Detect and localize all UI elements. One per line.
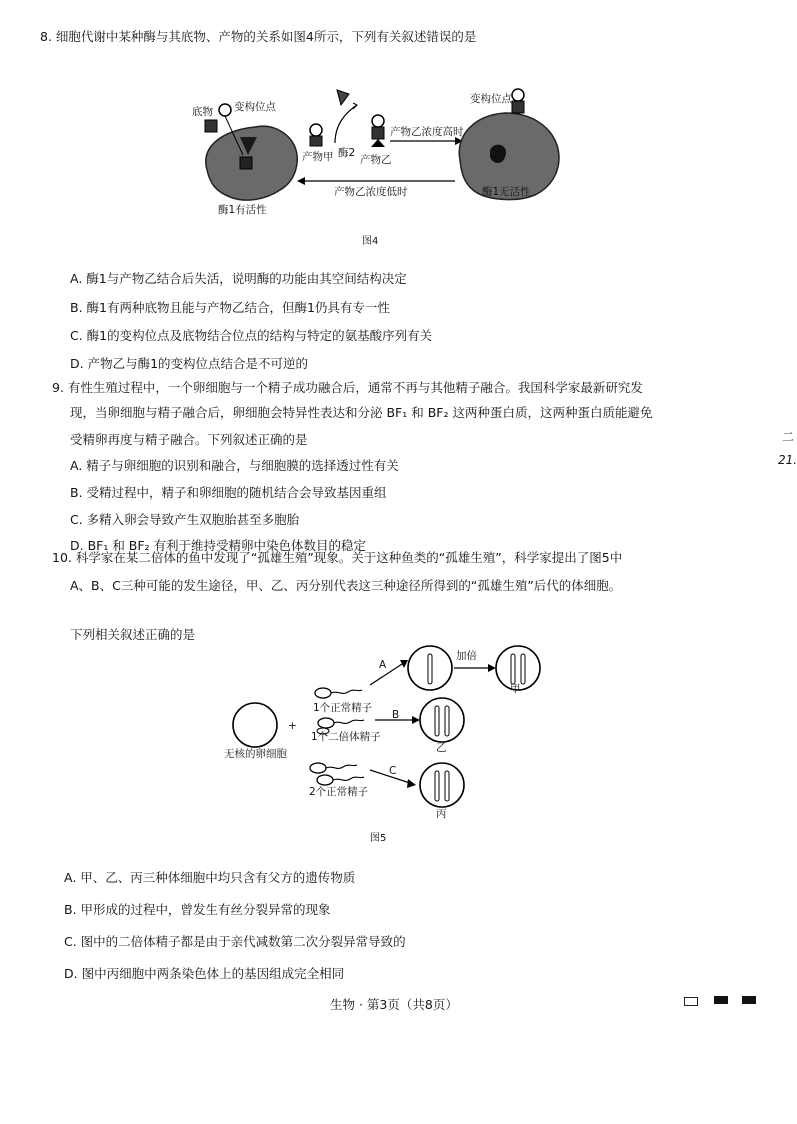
q10-option-c: C. 图中的二倍体精子都是由于亲代减数第二次分裂异常导致的 <box>64 934 406 949</box>
label-route-a: A <box>379 659 387 671</box>
label-cell-jia: 甲 <box>510 683 521 695</box>
q10-option-d: D. 图中丙细胞中两条染色体上的基因组成完全相同 <box>64 966 345 981</box>
enucleated-egg <box>233 703 277 747</box>
margin-number: 21. <box>778 453 797 467</box>
label-sperm-2: 1个二倍体精子 <box>311 731 381 743</box>
bound-substrate <box>240 157 252 169</box>
sperm-c-1 <box>310 763 326 773</box>
page-footer: 生物 · 第3页（共8页） <box>330 997 458 1012</box>
q10-option-b: B. 甲形成的过程中，曾发生有丝分裂异常的现象 <box>64 902 331 917</box>
q10-stem-line-1: 10. 科学家在某二倍体的鱼中发现了“孤雄生殖”现象。关于这种鱼类的“孤雄生殖”，科学家提出了图5中 <box>52 550 623 565</box>
label-high-concentration: 产物乙浓度高时 <box>390 126 464 138</box>
product-b-circle <box>372 115 384 127</box>
q10-stem-line-2: A、B、C三种可能的发生途径，甲、乙、丙分别代表这三种途径所得到的“孤雄生殖”后代的体细胞。 <box>70 578 622 593</box>
label-enzyme-1-inactive: 酶1无活性 <box>482 186 531 198</box>
q9-option-d: D. BF₁ 和 BF₂ 有利于维持受精卵中染色体数目的稳定 <box>70 538 367 553</box>
q9-option-c: C. 多精入卵会导致产生双胞胎甚至多胞胎 <box>70 512 300 527</box>
product-a-square <box>310 136 322 146</box>
figure-5-caption: 图5 <box>370 833 387 844</box>
question-8-stem: 8. 细胞代谢中某种酶与其底物、产物的关系如图4所示，下列有关叙述错误的是 <box>40 29 477 44</box>
q9-option-b: B. 受精过程中，精子和卵细胞的随机结合会导致基因重组 <box>70 485 387 500</box>
q10-option-a: A. 甲、乙、丙三种体细胞中均只含有父方的遗传物质 <box>64 870 356 885</box>
label-route-c: C <box>389 765 397 777</box>
product-a-circle <box>310 124 322 136</box>
q8-option-b: B. 酶1有两种底物且能与产物乙结合，但酶1仍具有专一性 <box>70 300 390 315</box>
margin-char: 二 <box>782 430 795 444</box>
q9-stem-line-3: 受精卵再度与精子融合。下列叙述正确的是 <box>70 432 308 447</box>
label-allosteric-site-left: 变构位点 <box>234 101 276 113</box>
label-allosteric-site-right: 变构位点 <box>470 93 512 105</box>
substrate-square <box>205 120 217 132</box>
label-substrate: 底物 <box>192 106 213 118</box>
q8-option-c: C. 酶1的变构位点及底物结合位点的结构与特定的氨基酸序列有关 <box>70 328 433 343</box>
label-cell-yi: 乙 <box>436 742 447 754</box>
label-enzyme-2: 酶2 <box>338 147 356 159</box>
q9-stem-line-1: 9. 有性生殖过程中，一个卵细胞与一个精子成功融合后，通常不再与其他精子融合。我国科学家最新研究发 <box>52 380 643 395</box>
product-b-square <box>372 127 384 139</box>
scan-mark-2 <box>714 996 728 1004</box>
label-product-b: 产物乙 <box>360 154 392 166</box>
scan-mark-1 <box>684 997 698 1006</box>
label-enucleated-egg: 无核的卵细胞 <box>224 748 287 760</box>
q8-option-a: A. 酶1与产物乙结合后失活，说明酶的功能由其空间结构决定 <box>70 271 407 286</box>
label-enzyme-1-active: 酶1有活性 <box>218 204 267 216</box>
label-doubling: 加倍 <box>456 650 477 662</box>
cell-yi <box>420 698 464 742</box>
q9-option-a: A. 精子与卵细胞的识别和融合，与细胞膜的选择透过性有关 <box>70 458 399 473</box>
product-b-wedge <box>371 139 385 147</box>
sperm-a <box>315 688 331 698</box>
q8-option-d: D. 产物乙与酶1的变构位点结合是不可逆的 <box>70 356 309 371</box>
q10-stem-line-3: 下列相关叙述正确的是 <box>70 627 196 642</box>
q9-stem-line-2: 现，当卵细胞与精子融合后，卵细胞会特异性表达和分泌 BF₁ 和 BF₂ 这两种蛋白质，这两种蛋白质能避免 <box>70 405 653 420</box>
label-product-a: 产物甲 <box>302 151 334 163</box>
cell-haploid <box>408 646 452 690</box>
label-sperm-1: 1个正常精子 <box>313 702 373 714</box>
enzyme-2-shape <box>337 90 349 105</box>
substrate-circle <box>219 104 231 116</box>
label-route-b: B <box>392 709 400 721</box>
label-cell-bing: 丙 <box>436 808 447 820</box>
label-sperm-3: 2个正常精子 <box>309 786 369 798</box>
cell-bing <box>420 763 464 807</box>
label-plus: + <box>288 720 297 732</box>
scan-mark-3 <box>742 996 756 1004</box>
figure-4-caption: 图4 <box>362 236 379 247</box>
sperm-b <box>318 718 334 728</box>
label-low-concentration: 产物乙浓度低时 <box>334 186 408 198</box>
